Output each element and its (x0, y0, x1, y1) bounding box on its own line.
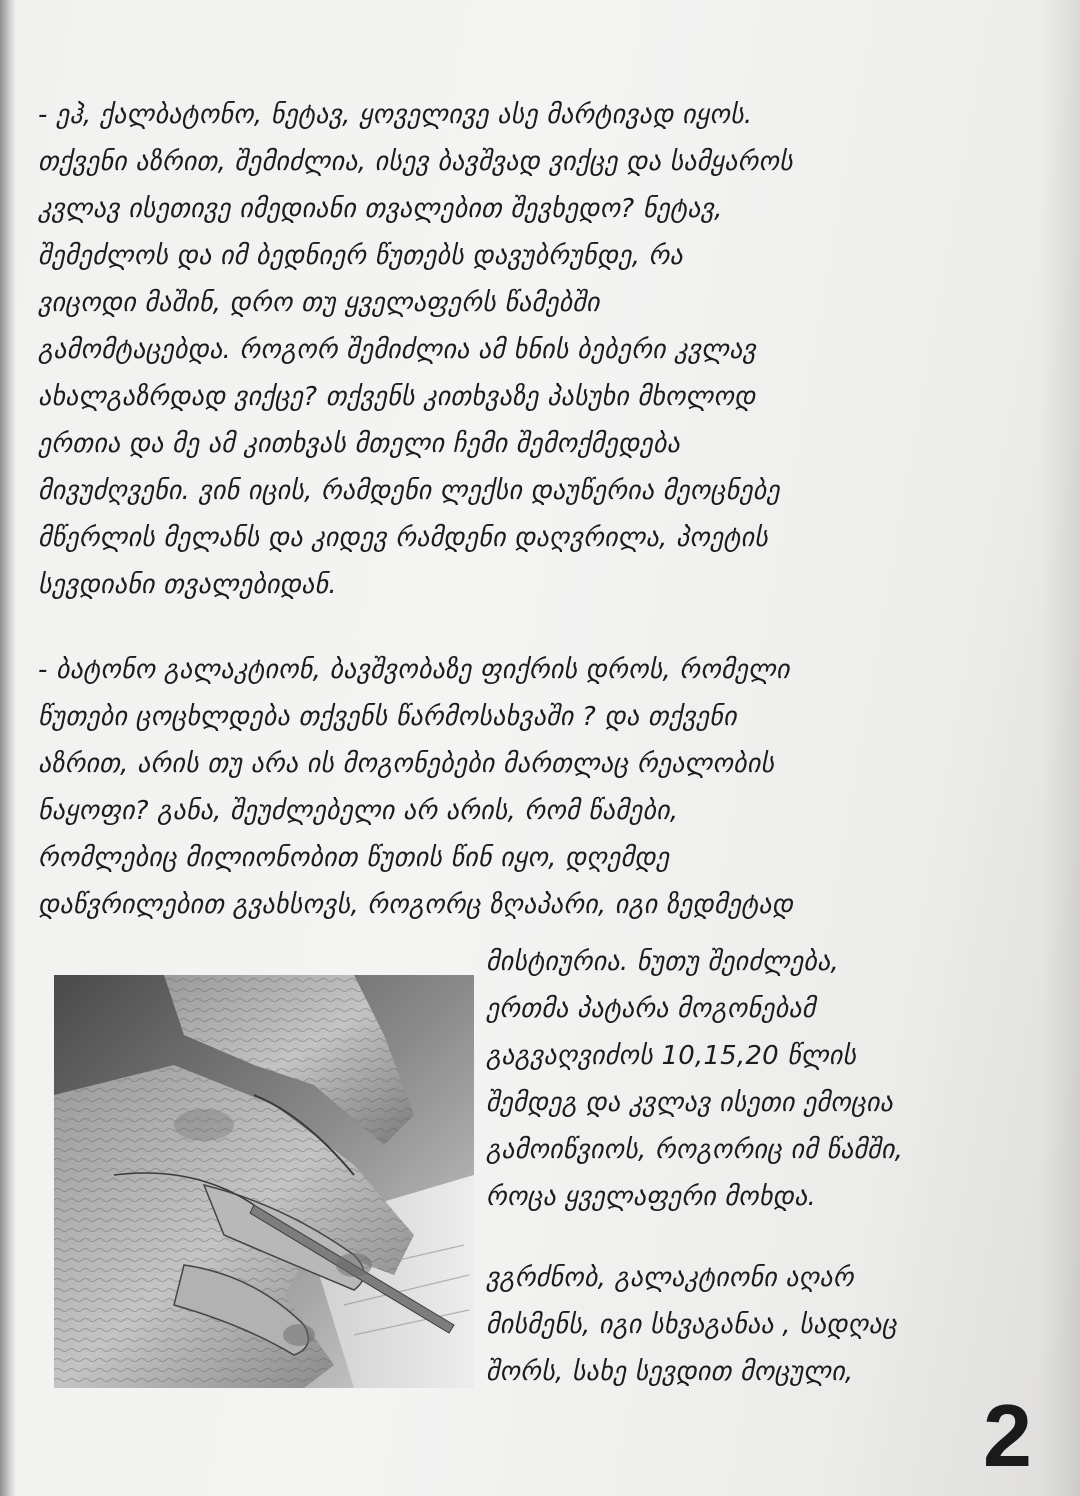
paragraph-3: მისტიურია. ნუთუ შეიძლება, ერთმა პატარა მოგონებამ გაგვაღვიძოს 10,15,20 წლის შემდეგ და კვლავ ისეთი ემოცია გამოიწვიოს, როგორიც იმ წამში, როცა ყველაფერი მოხდა. (486, 947, 904, 1212)
page-number: 2 (983, 1386, 1032, 1485)
old-hands-writing-image (54, 975, 474, 1388)
paragraph-4: ვგრძნობ, გალაკტიონი აღარ მისმენს, იგი სხვაგანაა , სადღაც შორს, სახე სევდით მოცული, (486, 1263, 897, 1387)
paragraph-1: - ეჰ, ქალბატონო, ნეტავ, ყოველივე ასე მარტივად იყოს. თქვენი აზრით, შემიძლია, ისევ ბავშვად ვიქცე და სამყაროს კვლავ ისეთივე იმედიანი თვალებით შევხედო? ნეტავ, შემეძლოს და იმ ბედნიერ წუთებს დავუბრუნდე, რა ვიცოდი მაშინ, დრო თუ ყველაფერს წამებში გამომტაცებდა. როგორ შემიძლია ამ ხნის ბებერი კვლავ ახალგაზრდად ვიქცე? თქვენს კითხვაზე პასუხი მხოლოდ ერთია და მე ამ კითხვას მთელი ჩემი შემოქმედება მივუძღვენი. ვინ იცის, რამდენი ლექსი დაუწერია მეოცნებე მწერლის მელანს და კიდევ რამდენი დაღვრილა, პოეტის სევდიანი თვალებიდან. (38, 100, 793, 600)
paragraph-2: - ბატონო გალაკტიონ, ბავშვობაზე ფიქრის დროს, რომელი წუთები ცოცხლდება თქვენს წარმოსახვაში ? და თქვენი აზრით, არის თუ არა ის მოგონებები მართლაც რეალობის ნაყოფი? განა, შეუძლებელი არ არის, რომ წამები, რომლებიც მილიონობით წუთის წინ იყო, დღემდე დაწვრილებით გვახსოვს, როგორც ზღაპარი, იგი ზედმეტად (38, 655, 794, 920)
page-spine-shadow (0, 0, 16, 1496)
